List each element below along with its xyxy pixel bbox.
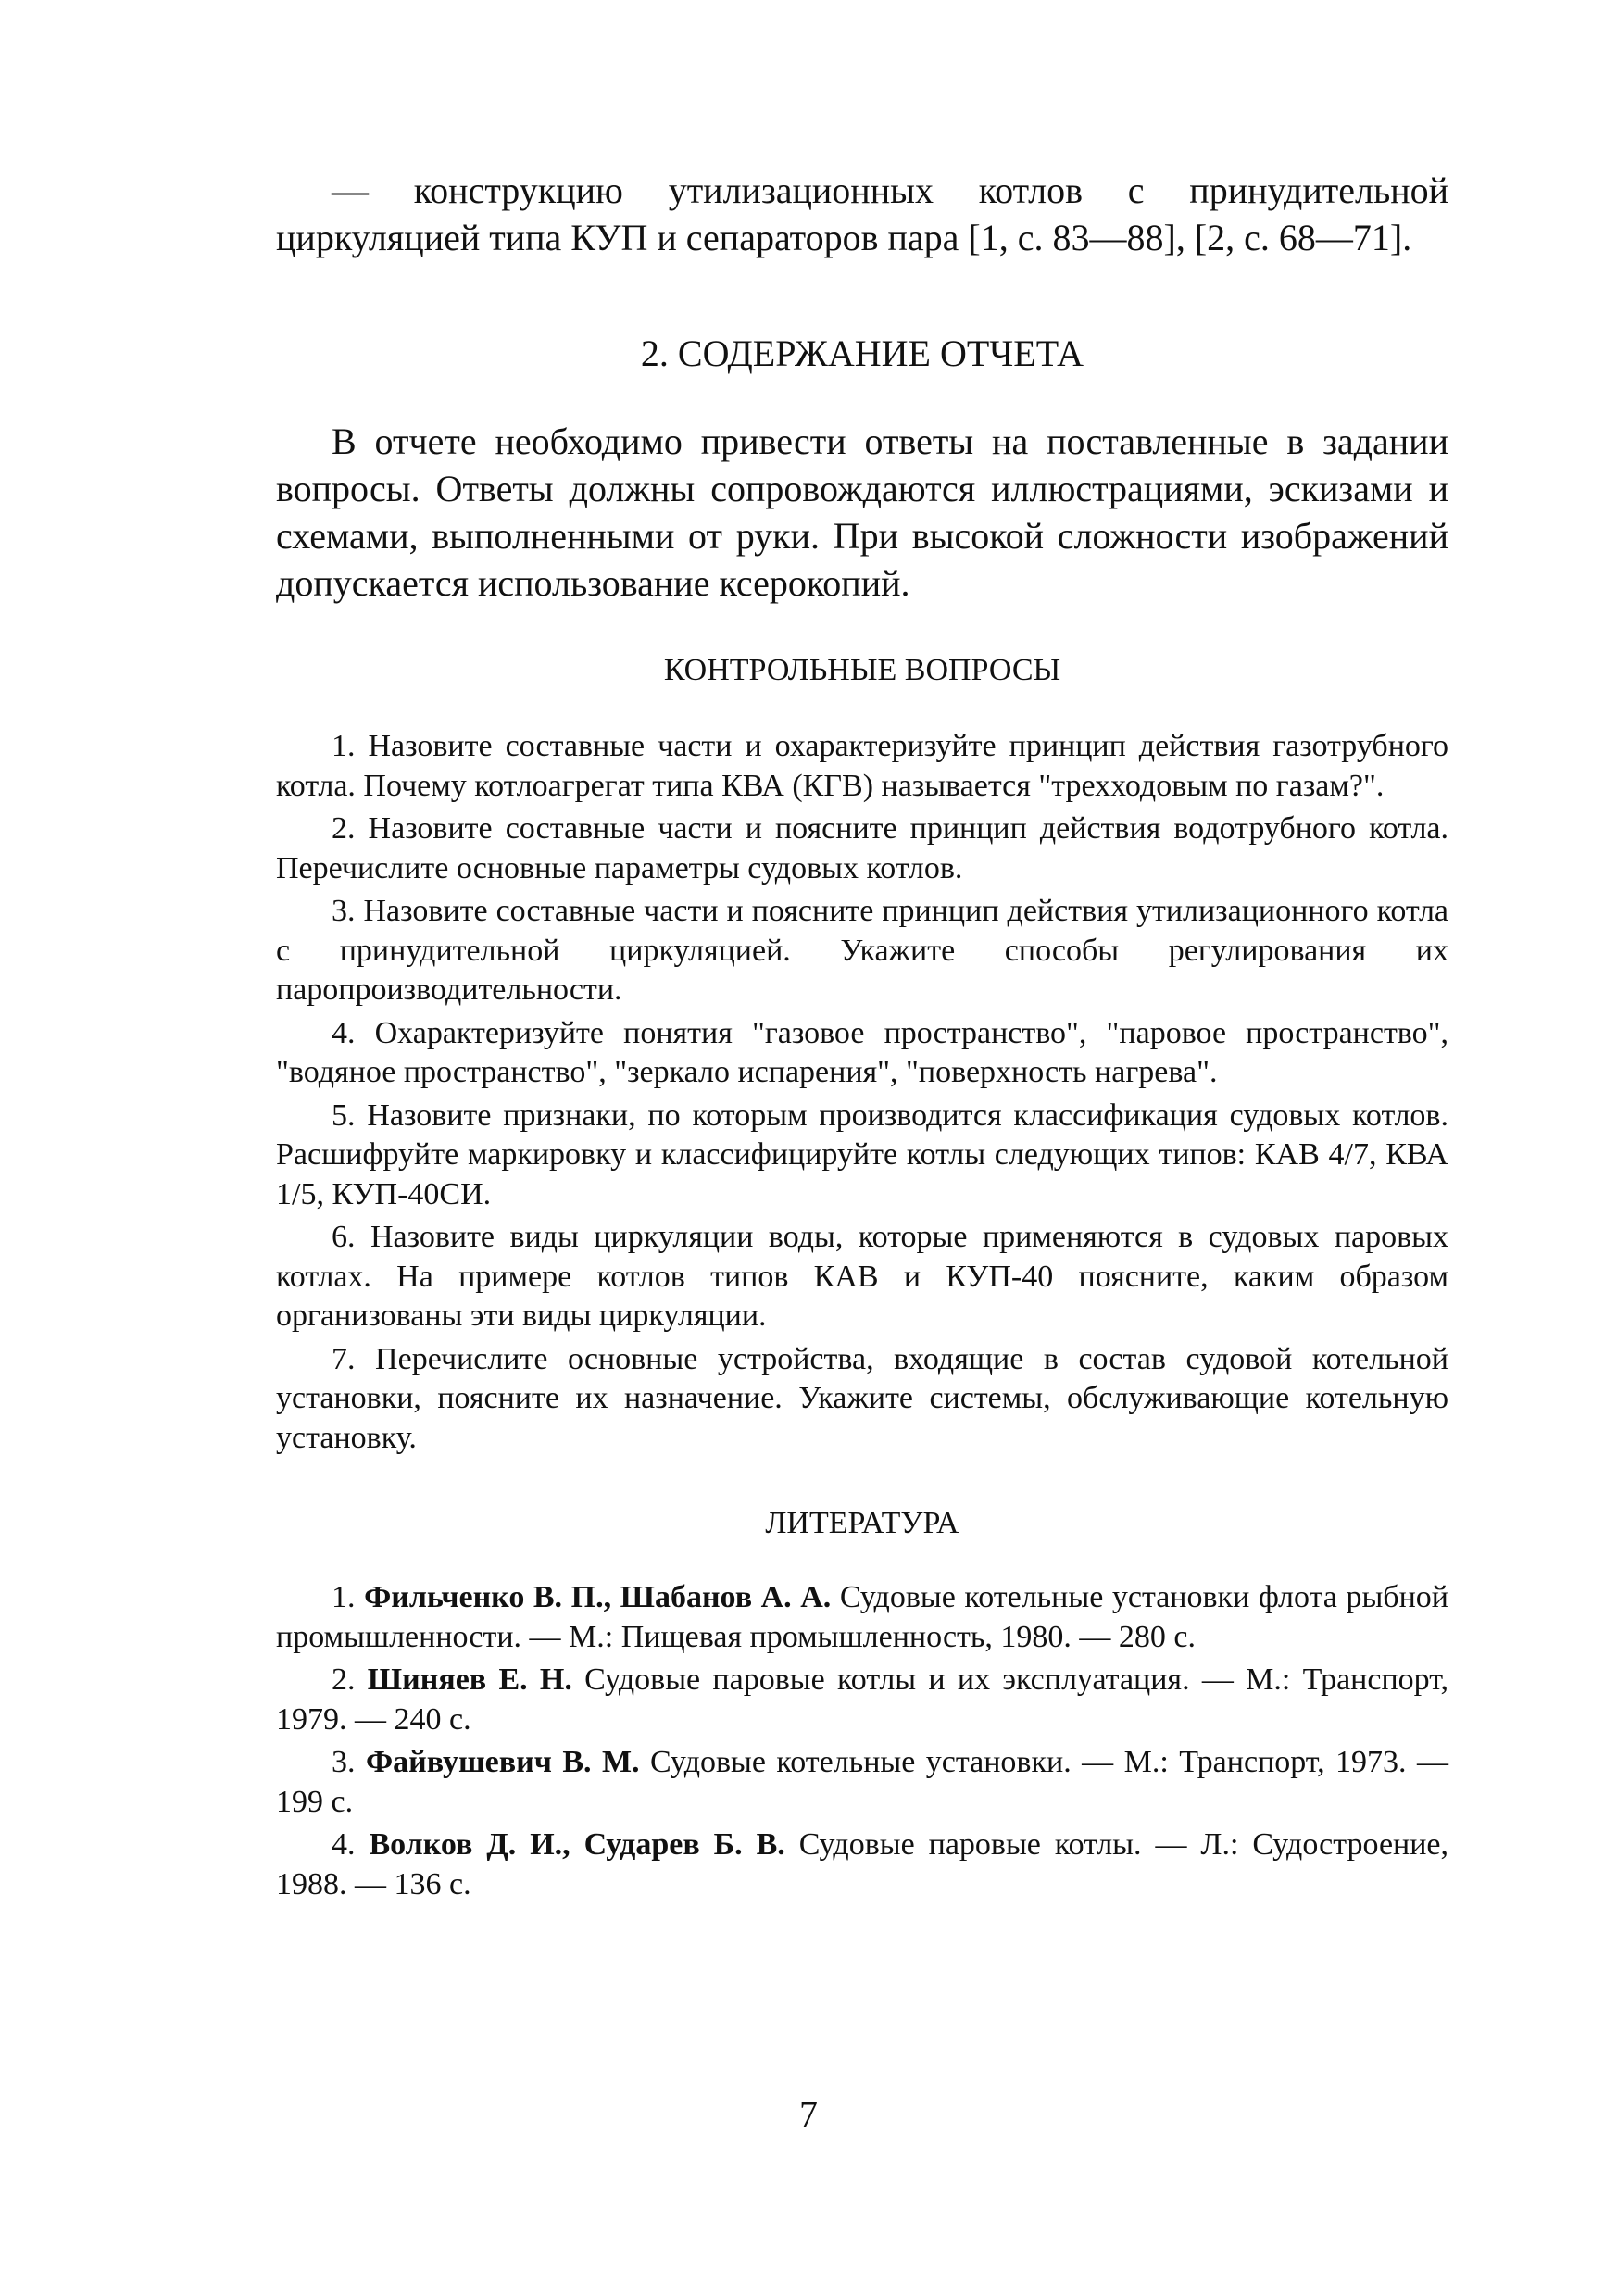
literature-number: 3. [332, 1745, 356, 1779]
question-item: 5. Назовите признаки, по которым производится классификация судовых котлов. Расшифруйте маркировку и классифицируйте котлы следующих типов: КАВ 4/7, КВА 1/5, КУП-40СИ. [276, 1098, 1448, 1211]
questions-list [276, 727, 1448, 1458]
question-item: 6. Назовите виды циркуляции воды, которые применяются в судовых паровых котлах. На примере котлов типов КАВ и КУП-40 поясните, каким образом организованы эти виды циркуляции. [276, 1220, 1448, 1333]
literature-authors: Волков Д. И., Сударев Б. В. [369, 1827, 785, 1862]
literature-text: Судовые котельные установки флота рыбной промышленности. — М.: Пищевая промышленность, 1980. — 280 с. [276, 1580, 1448, 1654]
literature-item [276, 1578, 1448, 1657]
section-heading-control-questions: КОНТРОЛЬНЫЕ ВОПРОСЫ [663, 653, 1061, 687]
literature-text: Судовые котельные установки. — М.: Транспорт, 1973. — 199 с. [276, 1745, 1449, 1819]
intro-list-item: — конструкцию утилизационных котлов с принудительной циркуляцией типа КУП и сепараторов пара [1, с. 83—88], [2, с. 68—71]. [276, 169, 1448, 258]
literature-number: 2. [332, 1662, 356, 1697]
literature-number: 4. [332, 1827, 356, 1862]
literature-authors: Файвушевич В. М. [365, 1745, 640, 1779]
literature-item [276, 1826, 1448, 1904]
literature-item [276, 1743, 1448, 1822]
literature-text: Судовые паровые котлы и их эксплуатация. — М.: Транспорт, 1979. — 240 с. [276, 1662, 1449, 1737]
section-heading-report-content: 2. СОДЕРЖАНИЕ ОТЧЕТА [640, 332, 1084, 374]
question-item: 4. Охарактеризуйте понятия "газовое пространство", "паровое пространство", "водяное пространство", "зеркало испарения", "поверхность нагрева". [276, 1015, 1448, 1089]
literature-list [276, 1578, 1448, 1904]
literature-authors: Фильченко В. П., Шабанов А. А. [364, 1580, 832, 1614]
literature-item [276, 1661, 1448, 1739]
section-heading-literature: ЛИТЕРАТУРА [765, 1506, 959, 1540]
question-item: 7. Перечислите основные устройства, входящие в состав судовой котельной установки, поясните их назначение. Укажите системы, обслуживающие котельную установку. [276, 1341, 1448, 1455]
report-content-paragraph: В отчете необходимо привести ответы на поставленные в задании вопросы. Ответы должны сопровождаются иллюстрациями, эскизами и схемами, выполненными от руки. При высокой сложности изображений допускается использование ксерокопий. [276, 420, 1448, 604]
page-number: 7 [799, 2093, 818, 2135]
question-item: 3. Назовите составные части и поясните принцип действия утилизационного котла с принудительной циркуляцией. Укажите способы регулирования их паропроизводительности. [276, 894, 1448, 1007]
page-content [276, 167, 1448, 1904]
question-item: 2. Назовите составные части и поясните принцип действия водотрубного котла. Перечислите основные параметры судовых котлов. [276, 811, 1448, 885]
literature-text: Судовые паровые котлы. — Л.: Судостроение, 1988. — 136 с. [276, 1827, 1449, 1901]
literature-authors: Шиняев Е. Н. [367, 1662, 572, 1697]
literature-number: 1. [332, 1580, 356, 1614]
question-item: 1. Назовите составные части и охарактеризуйте принцип действия газотрубного котла. Почему котлоагрегат типа КВА (КГВ) называется "трехходовым по газам?". [276, 729, 1448, 803]
